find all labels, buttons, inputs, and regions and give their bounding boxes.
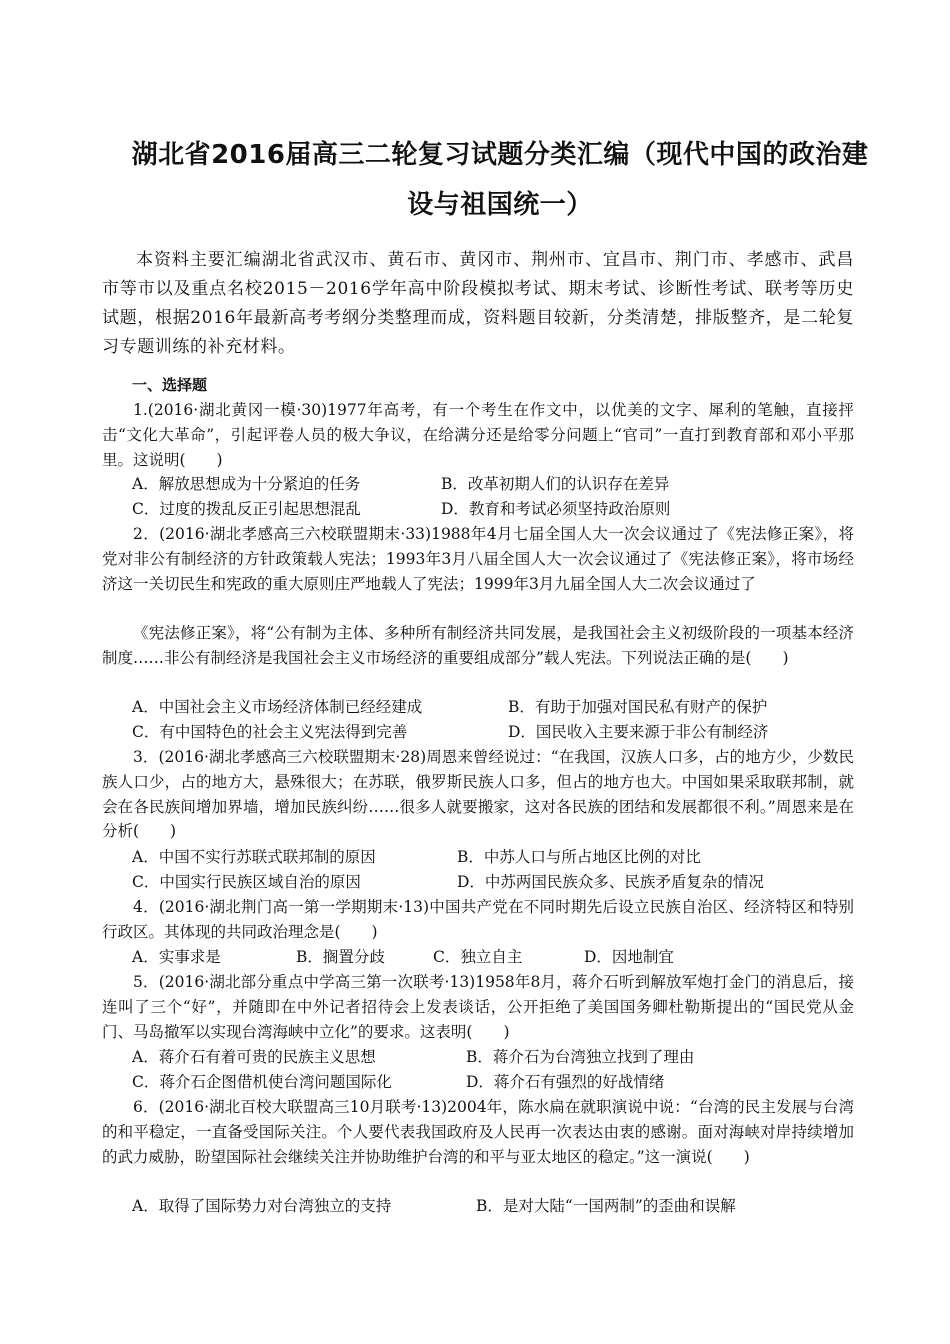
question-2-option-b: B．有助于加强对国民私有财产的保护 bbox=[508, 698, 768, 716]
question-3-option-c: C．中国实行民族区域自治的原因 bbox=[132, 873, 361, 891]
question-1-stem: 1.(2016·湖北黄冈一模·30)1977年高考，有一个考生在作文中，以优美的文字、犀利的笔触，直接抨击“文化大革命”，引起评卷人员的极大争议，在给满分还是给零分问题上“官司”一直打到教育部和邓小平那里。这说明( ) bbox=[102, 401, 854, 469]
question-3-option-b: B．中苏人口与所占地区比例的对比 bbox=[457, 848, 701, 866]
question-4-option-d: D．因地制宜 bbox=[584, 948, 674, 966]
question-2-option-a: A．中国社会主义市场经济体制已经经建成 bbox=[132, 698, 423, 716]
question-5-option-d: D．蒋介石有强烈的好战情绪 bbox=[466, 1073, 665, 1091]
question-2-option-c: C．有中国特色的社会主义宪法得到完善 bbox=[132, 723, 408, 741]
question-1-option-b: B．改革初期人们的认识存在差异 bbox=[441, 475, 670, 493]
document-title-line-1: 湖北省2016届高三二轮复习试题分类汇编（现代中国的政治建 bbox=[131, 140, 869, 170]
question-2-stem: 2．(2016·湖北孝感高三六校联盟期末·33)1988年4月七届全国人大一次会议通过了《宪法修正案》，将党对非公有制经济的方针政策载人宪法；1993年3月八届全国人大一次会议通过了《宪法修正案》，将市场经济这一关切民生和宪政的重大原则庄严地载人了宪法；1999年3月九届全国人大二次会议通过了 bbox=[102, 525, 854, 593]
question-6-option-b: B．是对大陆“一国两制”的歪曲和误解 bbox=[476, 1197, 736, 1215]
question-1-option-d: D．教育和考试必须坚持政治原则 bbox=[441, 500, 671, 518]
question-4-option-b: B．搁置分歧 bbox=[296, 948, 385, 966]
question-6-option-a: A．取得了国际势力对台湾独立的支持 bbox=[132, 1197, 392, 1215]
question-2-option-d: D．国民收入主要来源于非公有制经济 bbox=[508, 723, 769, 741]
question-4-stem: 4．(2016·湖北荆门高一第一学期期末·13)中国共产党在不同时期先后设立民族自治区、经济特区和特别行政区。其体现的共同政治理念是( ) bbox=[102, 898, 854, 941]
question-4-option-c: C．独立自主 bbox=[433, 948, 523, 966]
question-4-option-a: A．实事求是 bbox=[132, 948, 221, 966]
question-1-option-a: A．解放思想成为十分紧迫的任务 bbox=[132, 475, 361, 493]
section-heading: 一、选择题 bbox=[132, 376, 208, 394]
question-6-stem: 6．(2016·湖北百校大联盟高三10月联考·13)2004年，陈水扁在就职演说中说：“台湾的民主发展与台湾的和平稳定，一直备受国际关注。个人要代表我国政府及人民再一次表达由衷的感谢。面对海峡对岸持续增加的武力威胁，盼望国际社会继续关注并协助维护台湾的和平与亚太地区的稳定。”这一演说( ) bbox=[102, 1098, 854, 1166]
question-5-option-c: C．蒋介石企图借机使台湾问题国际化 bbox=[132, 1073, 392, 1091]
question-3-stem: 3．(2016·湖北孝感高三六校联盟期末·28)周恩来曾经说过：“在我国，汉族人口多，占的地方少，少数民族人口少，占的地方大，悬殊很大；在苏联，俄罗斯民族人口多，但占的地方也大。中国如果采取联邦制，就会在各民族间增加界墙，增加民族纠纷……很多人就要搬家，这对各民族的团结和发展都很不利。”周恩来是在分析( ) bbox=[102, 748, 854, 841]
document-title-line-2: 设与祖国统一） bbox=[407, 190, 593, 220]
question-3-option-d: D．中苏两国民族众多、民族矛盾复杂的情况 bbox=[457, 873, 764, 891]
question-3-option-a: A．中国不实行苏联式联邦制的原因 bbox=[132, 848, 376, 866]
question-1-option-c: C．过度的拨乱反正引起思想混乱 bbox=[132, 500, 361, 518]
question-5-option-b: B．蒋介石为台湾独立找到了理由 bbox=[466, 1048, 695, 1066]
intro-paragraph: 本资料主要汇编湖北省武汉市、黄石市、黄冈市、荆州市、宜昌市、荆门市、孝感市、武昌市等市以及重点名校2015－2016学年高中阶段模拟考试、期末考试、诊断性考试、联考等历史试题，根据2016年最新高考考纲分类整理而成，资料题目较新，分类清楚，排版整齐，是二轮复习专题训练的补充材料。 bbox=[102, 250, 854, 357]
question-5-stem: 5．(2016·湖北部分重点中学高三第一次联考·13)1958年8月，蒋介石听到解放军炮打金门的消息后，接连叫了三个“好”，并随即在中外记者招待会上发表谈话，公开拒绝了美国国务卿杜勒斯提出的“国民党从金门、马岛撤军以实现台湾海峡中立化”的要求。这表明( ) bbox=[102, 973, 854, 1041]
question-5-option-a: A．蒋介石有着可贵的民族主义思想 bbox=[132, 1048, 376, 1066]
question-2-stem-continued: 《宪法修正案》，将“公有制为主体、多种所有制经济共同发展，是我国社会主义初级阶段的一项基本经济制度……非公有制经济是我国社会主义市场经济的重要组成部分”载人宪法。下列说法正确的是( ) bbox=[102, 624, 854, 667]
